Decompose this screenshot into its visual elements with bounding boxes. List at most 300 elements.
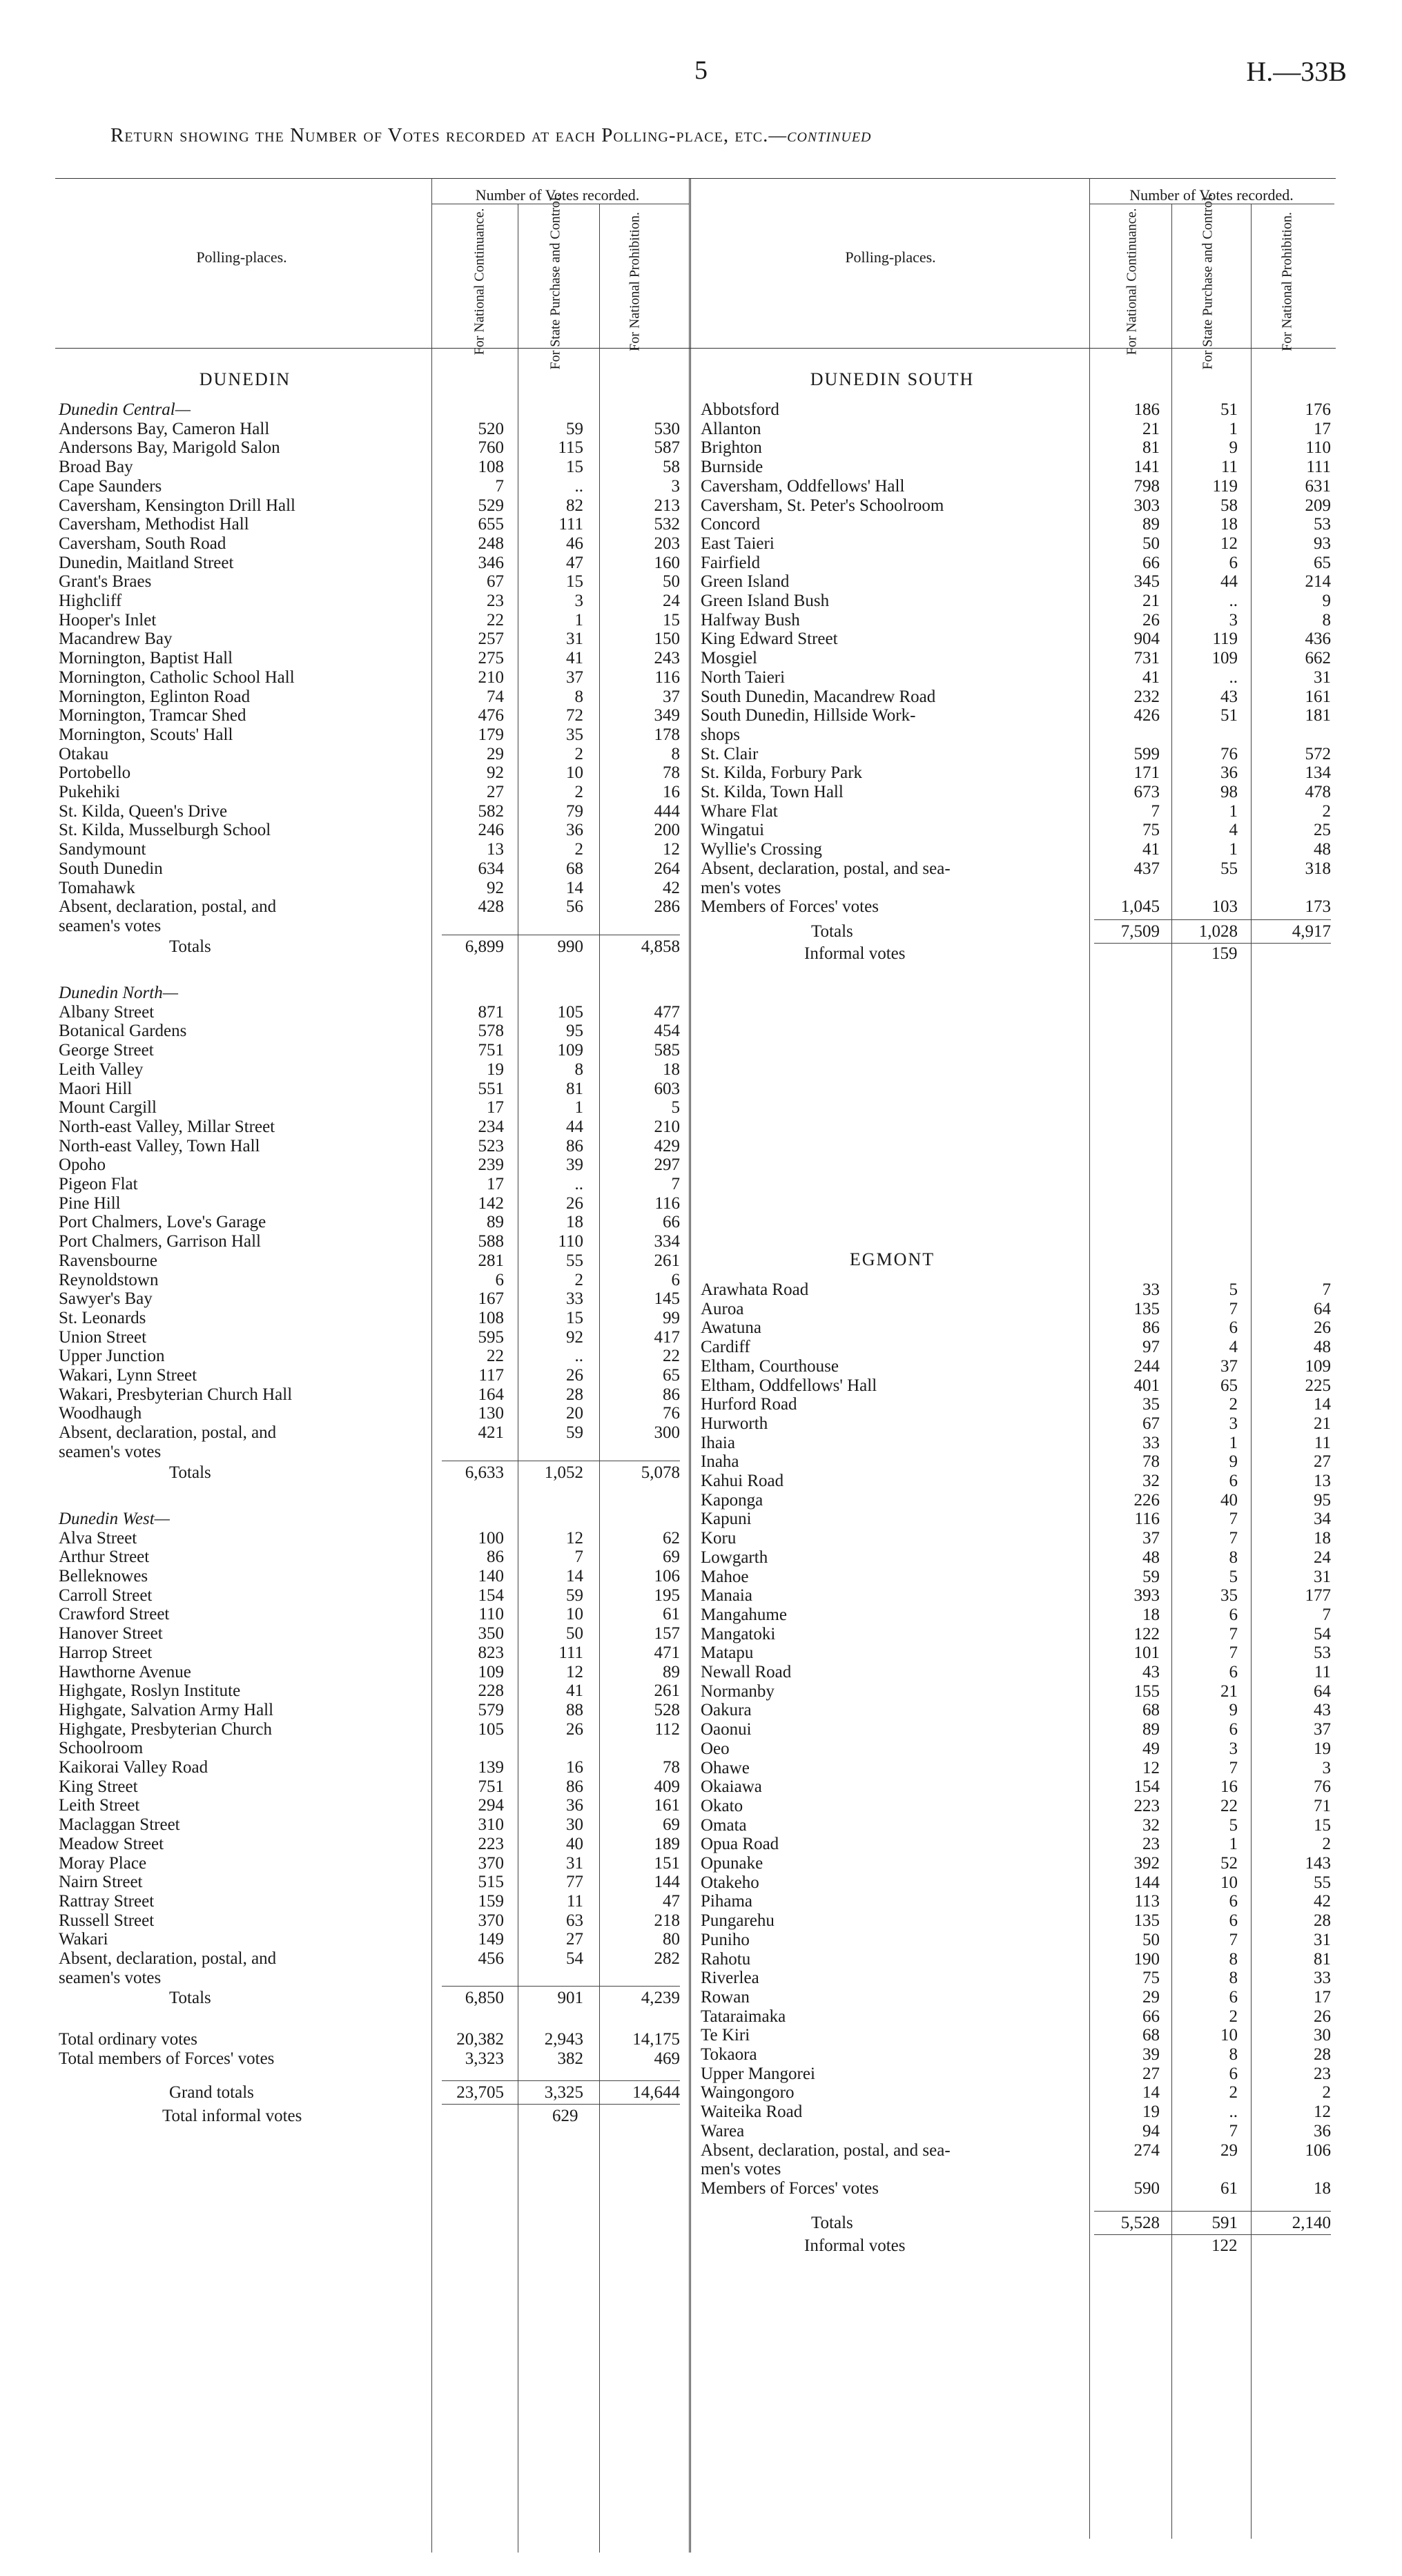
polling-place-name: Wingatui bbox=[701, 821, 765, 840]
state-control-value: 9 bbox=[1229, 1452, 1238, 1472]
polling-place-name: Manaia bbox=[701, 1586, 752, 1606]
table-row bbox=[701, 1606, 1331, 1624]
table-row bbox=[59, 1681, 680, 1700]
continuance-value: 35 bbox=[1142, 1395, 1160, 1414]
polling-place-name: Waiteika Road bbox=[701, 2102, 803, 2122]
prohibition-value: 13 bbox=[1314, 1472, 1331, 1490]
prohibition-value: 9 bbox=[1322, 592, 1331, 610]
state-control-value: 8 bbox=[1229, 1969, 1238, 1988]
west-totals-row bbox=[59, 1989, 680, 2007]
prohibition-value: 176 bbox=[1305, 400, 1331, 419]
prohibition-value: 145 bbox=[654, 1289, 680, 1309]
state-control-value: 22 bbox=[1220, 1796, 1238, 1815]
table-row bbox=[701, 477, 1331, 496]
polling-place-name: Mornington, Catholic School Hall bbox=[59, 667, 295, 687]
polling-place-name: Belleknowes bbox=[59, 1567, 148, 1585]
table-row bbox=[701, 1663, 1331, 1681]
table-row bbox=[59, 706, 680, 725]
prohibition-value: 8 bbox=[1322, 610, 1331, 630]
continuance-value: 426 bbox=[1133, 706, 1160, 725]
table-row bbox=[59, 1098, 680, 1117]
state-control-value: 5 bbox=[1229, 1280, 1238, 1299]
polling-place-name: Highgate, Presbyterian Church bbox=[59, 1719, 272, 1739]
table-row bbox=[59, 1969, 680, 1987]
polling-place-name: Pigeon Flat bbox=[59, 1175, 138, 1193]
continuance-value: 345 bbox=[1133, 572, 1160, 592]
table-row bbox=[701, 897, 1331, 916]
continuance-value: 33 bbox=[1142, 1280, 1160, 1299]
prohibition-value: 528 bbox=[654, 1700, 680, 1719]
prohibition-value: 144 bbox=[654, 1873, 680, 1892]
state-control-value: 6 bbox=[1229, 1720, 1238, 1739]
polling-place-name: Absent, declaration, postal, and bbox=[59, 1949, 277, 1968]
table-row bbox=[59, 1701, 680, 1719]
continuance-value: 14 bbox=[1142, 2083, 1160, 2102]
prohibition-value: 160 bbox=[654, 553, 680, 572]
table-row bbox=[701, 1816, 1331, 1835]
continuance-value: 3,323 bbox=[465, 2049, 504, 2068]
table-row bbox=[59, 534, 680, 553]
prohibition-value: 349 bbox=[654, 706, 680, 725]
polling-place-name: Oaonui bbox=[701, 1720, 752, 1739]
state-control-value: 2 bbox=[574, 1270, 583, 1289]
table-row bbox=[701, 783, 1331, 801]
table-row bbox=[701, 1911, 1331, 1930]
polling-place-name: Union Street bbox=[59, 1327, 147, 1347]
table-row bbox=[59, 554, 680, 572]
polling-place-name: Mornington, Scouts' Hall bbox=[59, 725, 233, 744]
prohibition-value: 161 bbox=[1305, 687, 1331, 706]
prohibition-value: 300 bbox=[654, 1423, 680, 1443]
prohibition-value: 37 bbox=[1314, 1720, 1331, 1739]
table-row bbox=[701, 879, 1331, 897]
state-control-value: 1 bbox=[1229, 1433, 1238, 1452]
continuance-value: 92 bbox=[487, 763, 504, 783]
polling-place-name: Highcliff bbox=[59, 592, 122, 610]
polling-place-name: Absent, declaration, postal, and sea- bbox=[701, 859, 951, 878]
state-control-value: 1 bbox=[1229, 840, 1238, 859]
state-control-value: 33 bbox=[566, 1289, 583, 1309]
state-control-value: 110 bbox=[558, 1232, 583, 1251]
polling-place-name: Hawthorne Avenue bbox=[59, 1662, 191, 1681]
polling-place-name: Highgate, Salvation Army Hall bbox=[59, 1700, 274, 1719]
table-row bbox=[59, 1423, 680, 1442]
continuance-value: 228 bbox=[478, 1681, 504, 1701]
continuance-value: 19 bbox=[487, 1060, 504, 1079]
continuance-value: 370 bbox=[478, 1911, 504, 1930]
prohibition-value: 261 bbox=[654, 1251, 680, 1270]
prohibition-value: 8 bbox=[671, 744, 680, 763]
prohibition-value: 78 bbox=[663, 763, 680, 783]
polling-place-name: Caversham, Methodist Hall bbox=[59, 515, 249, 534]
prohibition-value: 28 bbox=[1314, 1911, 1331, 1931]
state-control-value: 5 bbox=[1229, 1567, 1238, 1586]
table-row bbox=[701, 1682, 1331, 1701]
polling-place-name: King Street bbox=[59, 1777, 138, 1796]
continuance-value: 751 bbox=[478, 1777, 504, 1796]
state-control-value: 51 bbox=[1220, 400, 1238, 419]
polling-place-name: Koru bbox=[701, 1529, 737, 1548]
continuance-value: 13 bbox=[487, 840, 504, 859]
polling-place-name: Pihama bbox=[701, 1892, 752, 1911]
prohibition-value: 14,175 bbox=[632, 2029, 680, 2049]
continuance-value: 588 bbox=[478, 1232, 504, 1251]
table-row bbox=[701, 1318, 1331, 1337]
polling-place-name: men's votes bbox=[701, 878, 781, 897]
polling-place-name: Mangahume bbox=[701, 1605, 787, 1624]
state-control-value: 9 bbox=[1229, 1701, 1238, 1720]
state-control-value: 37 bbox=[566, 667, 583, 687]
prohibition-value: 66 bbox=[663, 1213, 680, 1232]
south-informal-value: 159 bbox=[1211, 944, 1238, 963]
state-control-value: 36 bbox=[566, 821, 583, 840]
prohibition-value: 58 bbox=[663, 458, 680, 477]
polling-place-name: Puniho bbox=[701, 1930, 750, 1949]
prohibition-value: 42 bbox=[1314, 1892, 1331, 1911]
polling-place-name: Woodhaugh bbox=[59, 1404, 142, 1423]
prohibition-value: 454 bbox=[654, 1022, 680, 1041]
state-control-value: 54 bbox=[566, 1949, 583, 1968]
continuance-value: 86 bbox=[487, 1548, 504, 1567]
document-reference: H.—33B bbox=[1246, 56, 1347, 87]
state-control-value: 8 bbox=[1229, 1548, 1238, 1567]
state-control-value: 77 bbox=[566, 1873, 583, 1892]
polling-place-name: Caversham, Kensington Drill Hall bbox=[59, 496, 295, 515]
continuance-value: 904 bbox=[1133, 630, 1160, 649]
polling-place-name: Opoho bbox=[59, 1155, 106, 1175]
table-row bbox=[59, 1309, 680, 1327]
polling-place-name: Portobello bbox=[59, 763, 131, 783]
state-control-total: 1,028 bbox=[1198, 921, 1238, 941]
continuance-value: 6 bbox=[495, 1270, 504, 1289]
table-row bbox=[59, 1892, 680, 1911]
continuance-value: 27 bbox=[487, 783, 504, 801]
continuance-value: 108 bbox=[478, 458, 504, 477]
state-control-total: 3,325 bbox=[544, 2083, 583, 2102]
polling-place-name: Reynoldstown bbox=[59, 1270, 159, 1289]
table-row bbox=[701, 2026, 1331, 2045]
prohibition-value: 50 bbox=[663, 572, 680, 592]
polling-place-name: Absent, declaration, postal, and bbox=[59, 897, 277, 917]
polling-place-name: Broad Bay bbox=[59, 458, 133, 477]
polling-place-name: Mornington, Tramcar Shed bbox=[59, 706, 246, 725]
polling-place-name: Okato bbox=[701, 1796, 743, 1815]
state-control-value: 44 bbox=[1220, 572, 1238, 592]
table-row bbox=[59, 725, 680, 744]
continuance-value: 68 bbox=[1142, 2026, 1160, 2045]
continuance-value: 476 bbox=[478, 706, 504, 725]
prohibition-value: 587 bbox=[654, 438, 680, 458]
prohibition-value: 89 bbox=[663, 1662, 680, 1681]
prohibition-value: 15 bbox=[1314, 1815, 1331, 1835]
table-row bbox=[59, 1289, 680, 1308]
polling-place-name: Pine Hill bbox=[59, 1193, 121, 1213]
table-row bbox=[701, 1835, 1331, 1853]
table-row bbox=[59, 1873, 680, 1891]
polling-place-name: South Dunedin, Hillside Work- bbox=[701, 706, 916, 725]
continuance-value: 75 bbox=[1142, 1969, 1160, 1988]
polling-place-name: Schoolroom bbox=[59, 1739, 144, 1758]
continuance-value: 760 bbox=[478, 438, 504, 458]
continuance-value: 27 bbox=[1142, 2064, 1160, 2083]
state-control-value: 14 bbox=[566, 1567, 583, 1585]
polling-place-name: Tomahawk bbox=[59, 878, 135, 897]
prohibition-value: 471 bbox=[654, 1643, 680, 1662]
state-control-value: 86 bbox=[566, 1777, 583, 1796]
state-control-total: 1,052 bbox=[544, 1463, 583, 1482]
continuance-value: 43 bbox=[1142, 1663, 1160, 1681]
table-row bbox=[59, 630, 680, 648]
continuance-value: 798 bbox=[1133, 476, 1160, 496]
state-control-value: 44 bbox=[566, 1117, 583, 1136]
continuance-value: 97 bbox=[1142, 1338, 1160, 1357]
table-row bbox=[701, 458, 1331, 476]
polling-place-name: Kahui Road bbox=[701, 1472, 784, 1490]
prohibition-value: 116 bbox=[654, 1193, 680, 1213]
prohibition-value: 19 bbox=[1314, 1739, 1331, 1758]
polling-place-name: Nairn Street bbox=[59, 1873, 143, 1892]
state-control-value: 12 bbox=[566, 1528, 583, 1548]
table-row bbox=[701, 400, 1331, 419]
table-row bbox=[701, 496, 1331, 515]
table-row bbox=[701, 420, 1331, 438]
prohibition-value: 7 bbox=[671, 1175, 680, 1193]
table-row bbox=[59, 745, 680, 763]
state-control-value: 16 bbox=[566, 1758, 583, 1777]
table-row bbox=[701, 1988, 1331, 2007]
continuance-value: 74 bbox=[487, 687, 504, 706]
prohibition-value: 18 bbox=[1314, 2178, 1331, 2198]
header-col-continuance-left: For National Continuance. bbox=[471, 208, 487, 355]
prohibition-value: 444 bbox=[654, 801, 680, 821]
state-control-value: 2 bbox=[1229, 2007, 1238, 2026]
polling-place-name: Awatuna bbox=[701, 1318, 761, 1338]
state-control-value: 82 bbox=[566, 496, 583, 515]
state-control-value: 59 bbox=[566, 419, 583, 438]
state-control-value: 59 bbox=[566, 1423, 583, 1443]
prohibition-value: 143 bbox=[1305, 1854, 1331, 1873]
state-control-value: 58 bbox=[1220, 496, 1238, 515]
prohibition-total: 2,140 bbox=[1292, 2213, 1331, 2232]
continuance-value: 21 bbox=[1142, 419, 1160, 438]
polling-place-name: Kaikorai Valley Road bbox=[59, 1758, 208, 1777]
header-col-continuance-right: For National Continuance. bbox=[1124, 208, 1140, 355]
prohibition-value: 23 bbox=[1314, 2064, 1331, 2083]
table-row bbox=[701, 1548, 1331, 1567]
table-row bbox=[701, 1625, 1331, 1643]
header-col-state-right: For State Purchase and Control. bbox=[1200, 193, 1216, 369]
prohibition-value: 218 bbox=[654, 1911, 680, 1930]
state-control-value: 6 bbox=[1229, 1987, 1238, 2007]
prohibition-value: 631 bbox=[1305, 476, 1331, 496]
header-votes-recorded-right: Number of Votes recorded. bbox=[1129, 186, 1294, 204]
table-row bbox=[701, 1720, 1331, 1739]
continuance-value: 142 bbox=[478, 1193, 504, 1213]
table-row bbox=[59, 917, 680, 935]
prohibition-value: 21 bbox=[1314, 1414, 1331, 1433]
polling-place-name: Lowgarth bbox=[701, 1548, 768, 1567]
table-row bbox=[59, 1060, 680, 1079]
state-control-value: 1 bbox=[1229, 419, 1238, 438]
table-row bbox=[701, 572, 1331, 591]
header-col-prohibition-right: For National Prohibition. bbox=[1279, 211, 1295, 351]
table-row bbox=[701, 2045, 1331, 2064]
continuance-value: 105 bbox=[478, 1719, 504, 1739]
state-control-value: 31 bbox=[566, 1853, 583, 1873]
continuance-value: 22 bbox=[487, 1347, 504, 1366]
state-control-value: 68 bbox=[566, 859, 583, 878]
table-row bbox=[701, 745, 1331, 763]
prohibition-value: 42 bbox=[663, 878, 680, 897]
state-control-value: 92 bbox=[566, 1327, 583, 1347]
polling-place-name: Upper Mangorei bbox=[701, 2064, 815, 2083]
state-control-value: 98 bbox=[1220, 783, 1238, 801]
polling-place-name: Crawford Street bbox=[59, 1605, 170, 1624]
polling-place-name: Kaponga bbox=[701, 1490, 763, 1510]
table-row bbox=[701, 1280, 1331, 1299]
state-control-value: 8 bbox=[574, 687, 583, 706]
table-row bbox=[59, 840, 680, 859]
prohibition-value: 203 bbox=[654, 534, 680, 553]
state-control-value: 109 bbox=[557, 1041, 583, 1060]
continuance-value: 23 bbox=[1142, 1835, 1160, 1854]
prohibition-value: 151 bbox=[654, 1853, 680, 1873]
polling-place-name: Hurworth bbox=[701, 1414, 768, 1433]
table-row bbox=[59, 572, 680, 591]
polling-place-name: Tataraimaka bbox=[701, 2007, 786, 2026]
prohibition-value: 7 bbox=[1322, 1280, 1331, 1299]
table-row bbox=[59, 1567, 680, 1585]
table-row bbox=[59, 1041, 680, 1060]
state-control-value: 50 bbox=[566, 1624, 583, 1643]
table-row bbox=[59, 1663, 680, 1681]
summary-label: Total members of Forces' votes bbox=[59, 2049, 275, 2068]
table-row bbox=[59, 763, 680, 782]
continuance-value: 310 bbox=[478, 1815, 504, 1835]
prohibition-value: 53 bbox=[1314, 515, 1331, 534]
table-row bbox=[59, 1624, 680, 1643]
state-control-value: 8 bbox=[1229, 2045, 1238, 2064]
polling-place-name: Eltham, Oddfellows' Hall bbox=[701, 1376, 877, 1395]
prohibition-total: 4,239 bbox=[641, 1989, 680, 2008]
state-control-value: 6 bbox=[1229, 1911, 1238, 1931]
page-number: 5 bbox=[694, 56, 708, 85]
prohibition-value: 17 bbox=[1314, 419, 1331, 438]
prohibition-total: 4,858 bbox=[641, 937, 680, 956]
polling-place-name: Warea bbox=[701, 2121, 745, 2140]
prohibition-value: 161 bbox=[654, 1796, 680, 1815]
continuance-value: 122 bbox=[1133, 1624, 1160, 1643]
continuance-value: 551 bbox=[478, 1079, 504, 1098]
polling-place-name: Hooper's Inlet bbox=[59, 610, 157, 630]
polling-place-name: East Taieri bbox=[701, 534, 775, 553]
state-control-value: 1 bbox=[574, 610, 583, 630]
polling-place-name: Port Chalmers, Love's Garage bbox=[59, 1213, 266, 1232]
table-row bbox=[701, 1643, 1331, 1662]
polling-place-name: St. Kilda, Town Hall bbox=[701, 783, 844, 801]
prohibition-value: 210 bbox=[654, 1117, 680, 1136]
prohibition-value: 7 bbox=[1322, 1605, 1331, 1624]
polling-place-name: Arawhata Road bbox=[701, 1280, 809, 1299]
state-control-value: 1 bbox=[1229, 1835, 1238, 1854]
prohibition-value: 54 bbox=[1314, 1624, 1331, 1643]
polling-place-name: Pungarehu bbox=[701, 1911, 775, 1931]
table-row bbox=[701, 1759, 1331, 1777]
prohibition-value: 532 bbox=[654, 515, 680, 534]
polling-place-name: Albany Street bbox=[59, 1002, 155, 1022]
continuance-total: 6,633 bbox=[465, 1463, 504, 1482]
continuance-value: 48 bbox=[1142, 1548, 1160, 1567]
polling-place-name: Members of Forces' votes bbox=[701, 2178, 879, 2198]
prohibition-value: 53 bbox=[1314, 1643, 1331, 1663]
state-control-value: 7 bbox=[1229, 1643, 1238, 1663]
table-row bbox=[59, 1930, 680, 1949]
continuance-value: 154 bbox=[478, 1585, 504, 1605]
prohibition-value: 110 bbox=[1305, 438, 1331, 458]
polling-place-name: Opunake bbox=[701, 1854, 763, 1873]
state-control-value: 28 bbox=[566, 1385, 583, 1404]
prohibition-value: 6 bbox=[671, 1270, 680, 1289]
table-row bbox=[701, 1452, 1331, 1471]
summary-row bbox=[59, 2049, 680, 2068]
continuance-value: 437 bbox=[1133, 859, 1160, 878]
grand-totals-underline bbox=[442, 2104, 680, 2105]
continuance-value: 39 bbox=[1142, 2045, 1160, 2064]
table-row bbox=[701, 1434, 1331, 1452]
continuance-value: 19 bbox=[1142, 2102, 1160, 2122]
polling-place-name: Whare Flat bbox=[701, 801, 778, 821]
prohibition-value: 27 bbox=[1314, 1452, 1331, 1472]
state-control-value: 6 bbox=[1229, 1892, 1238, 1911]
heading-continued: —continued bbox=[768, 124, 872, 146]
state-control-value: 7 bbox=[1229, 1758, 1238, 1777]
table-row bbox=[701, 1777, 1331, 1796]
state-control-value: 7 bbox=[1229, 1930, 1238, 1949]
table-row bbox=[59, 1949, 680, 1968]
polling-place-name: seamen's votes bbox=[59, 916, 162, 935]
continuance-value: 17 bbox=[487, 1175, 504, 1193]
table-row bbox=[701, 859, 1331, 878]
polling-place-name: Harrop Street bbox=[59, 1643, 153, 1662]
state-control-value: 14 bbox=[566, 878, 583, 897]
state-control-value: 6 bbox=[1229, 1318, 1238, 1338]
continuance-value: 50 bbox=[1142, 1930, 1160, 1949]
table-row bbox=[59, 1548, 680, 1566]
polling-place-name: Hanover Street bbox=[59, 1624, 163, 1643]
state-control-total: 591 bbox=[1211, 2213, 1238, 2232]
table-row bbox=[59, 438, 680, 457]
continuance-value: 223 bbox=[478, 1834, 504, 1853]
table-row bbox=[59, 515, 680, 534]
state-control-value: 3 bbox=[1229, 1739, 1238, 1758]
prohibition-value: 334 bbox=[654, 1232, 680, 1251]
polling-place-name: Caversham, St. Peter's Schoolroom bbox=[701, 496, 944, 515]
prohibition-value: 261 bbox=[654, 1681, 680, 1701]
table-row bbox=[59, 1758, 680, 1777]
prohibition-value: 318 bbox=[1305, 859, 1331, 878]
continuance-value: 113 bbox=[1134, 1892, 1160, 1911]
table-row bbox=[59, 1251, 680, 1270]
continuance-value: 29 bbox=[1142, 1987, 1160, 2007]
prohibition-value: 65 bbox=[663, 1366, 680, 1385]
polling-place-name: Green Island Bush bbox=[701, 592, 830, 610]
table-row bbox=[701, 1376, 1331, 1395]
state-control-value: 61 bbox=[1220, 2178, 1238, 2198]
table-row bbox=[59, 1605, 680, 1623]
prohibition-value: 31 bbox=[1314, 667, 1331, 687]
state-control-value: 41 bbox=[566, 649, 583, 668]
table-row bbox=[701, 1338, 1331, 1356]
